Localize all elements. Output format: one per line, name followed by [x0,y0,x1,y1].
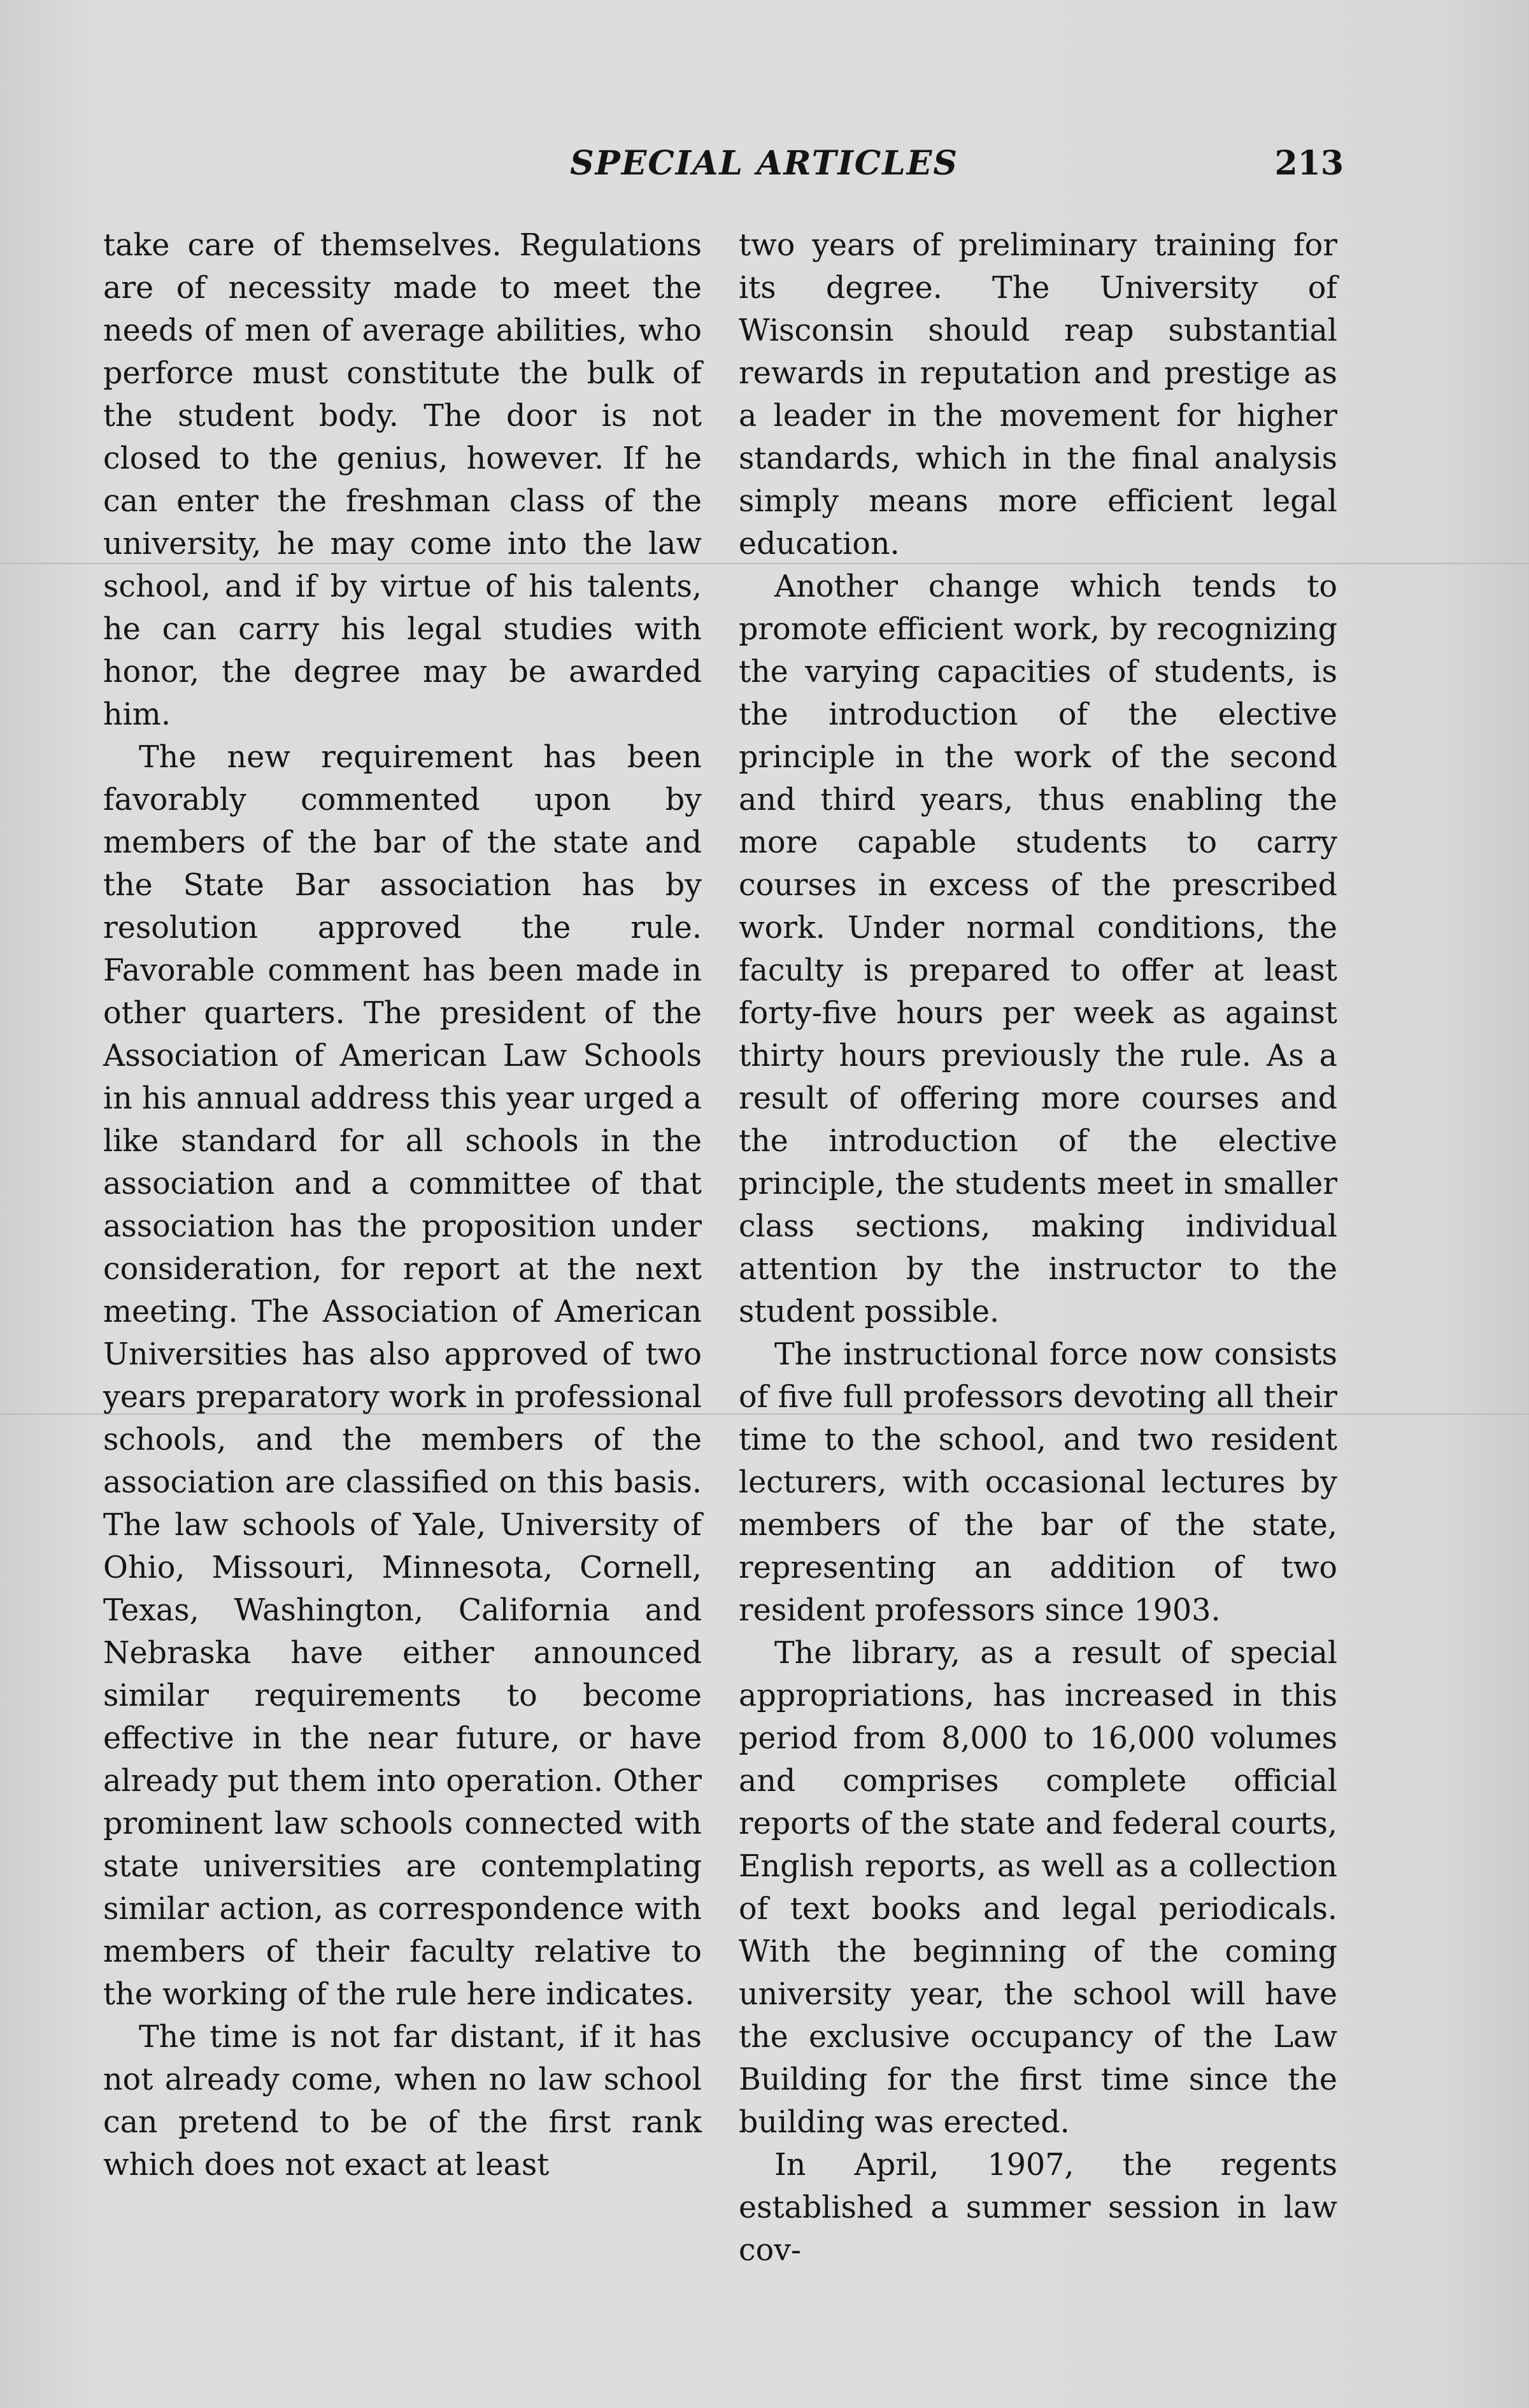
right-paragraph-5: In April, 1907, the regents established a summer session in law cov- [739,2148,1337,2268]
left-text-column [103,224,702,2186]
right-paragraph-2: Another change which tends to promote efficient work, by recognizing the varying capacities of students, is the introduction of the elective principle in the work of the second and third years, thus enabling the more capable students to carry courses in excess of the prescribed work. Under normal conditions, the faculty is prepared to offer at least forty-five hours per week as against thirty hours previously the rule. As a result of offering more courses and the introduction of the elective principle, the students meet in smaller class sections, making individual attention by the instructor to the student possible. [739,569,1337,1329]
left-paragraph-3: The time is not far distant, if it has not already come, when no law school can pretend to be of the first rank which does not exact at least [103,2020,702,2183]
right-text-column [739,224,1337,2272]
left-paragraph-2: The new requirement has been favorably commented upon by members of the bar of the state and the State Bar association has by resolution approved the rule. Favorable comment has been made in other quarters. The president of the Association of American Law Schools in his annual address this year urged a like standard for all schools in the association and a committee of that association has the proposition under consideration, for report at the next meeting. The Association of American Universities has also approved of two years preparatory work in professional schools, and the members of the association are classified on this basis. The law schools of Yale, University of Ohio, Missouri, Minnesota, Cornell, Texas, Washington, California and Nebraska have either announced similar requirements to become effective in the near future, or have already put them into operation. Other prominent law schools connected with state universities are contemplating similar action, as correspondence with members of their faculty relative to the working of the rule here indicates. [103,740,702,2012]
page-number: 213 [1274,144,1344,183]
right-paragraph-1: two years of preliminary training for its degree. The University of Wisconsin should reap substantial rewards in reputation and prestige as a leader in the movement for higher standards, which in the final analysis simply means more efficient legal education. [739,228,1337,562]
right-paragraph-4: The library, as a result of special appropriations, has increased in this period from 8,000 to 16,000 volumes and comprises complete official reports of the state and federal courts, English reports, as well as a collection of text books and legal periodicals. With the beginning of the coming university year, the school will have the exclusive occupancy of the Law Building for the first time since the building was erected. [739,1636,1337,2140]
running-header-title: SPECIAL ARTICLES [570,144,958,183]
left-paragraph-1: take care of themselves. Regulations are of necessity made to meet the needs of men of average abilities, who perforce must constitute the bulk of the student body. The door is not closed to the genius, however. If he can enter the freshman class of the university, he may come into the law school, and if by virtue of his talents, he can carry his legal studies with honor, the degree may be awarded him. [103,228,702,732]
right-paragraph-3: The instructional force now consists of five full professors devoting all their time to the school, and two resident lecturers, with occasional lectures by members of the bar of the state, representing an addition of two resident professors since 1903. [739,1337,1337,1628]
